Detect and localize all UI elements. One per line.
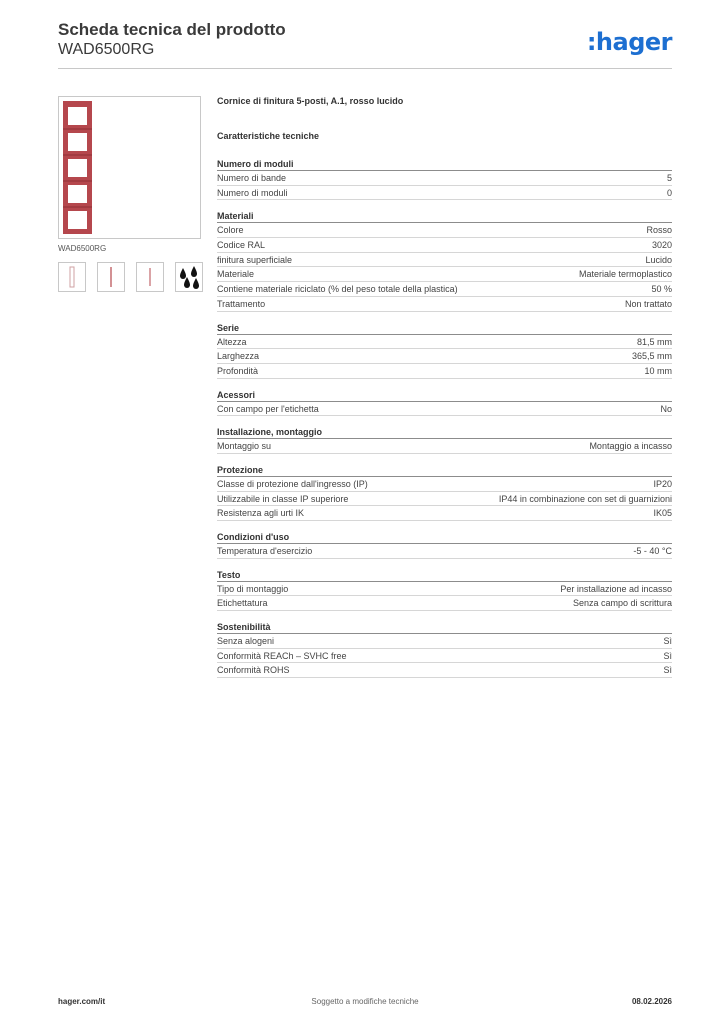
section-gap: [217, 379, 672, 387]
spec-label: Codice RAL: [217, 240, 266, 251]
spec-label: Utilizzabile in classe IP superiore: [217, 493, 349, 504]
spec-value: Per installazione ad incasso: [560, 583, 672, 594]
spec-row: [217, 596, 672, 611]
spec-value: Montaggio a incasso: [589, 441, 672, 452]
spec-section: [217, 424, 672, 454]
spec-row: [217, 253, 672, 268]
spec-label: Con campo per l'etichetta: [217, 403, 319, 414]
spec-label: Profondità: [217, 365, 259, 376]
spec-row: [217, 506, 672, 521]
spec-row: [217, 238, 672, 253]
section-title: Sostenibilità: [217, 619, 672, 634]
section-gap: [217, 521, 672, 529]
thumbnail-profile[interactable]: [97, 262, 125, 292]
spec-value: 365,5 mm: [631, 351, 672, 362]
spec-value: 10 mm: [644, 365, 672, 376]
spec-label: Materiale: [217, 269, 255, 280]
spec-value: 0: [666, 187, 672, 198]
spec-value: Non trattato: [624, 298, 672, 309]
spec-label: Trattamento: [217, 298, 266, 309]
spec-label: Numero di bande: [217, 173, 287, 183]
thumbnail-depth[interactable]: [136, 262, 164, 292]
section-title: Acessori: [217, 387, 672, 402]
spec-label: finitura superficiale: [217, 254, 293, 265]
footer-date: 08.02.2026: [631, 997, 672, 1006]
spec-section: [217, 208, 672, 311]
product-code: WAD6500RG: [58, 41, 155, 58]
spec-row: [217, 477, 672, 492]
spec-row: [217, 223, 672, 238]
spec-row: [217, 267, 672, 282]
spec-label: Tipo di montaggio: [217, 583, 289, 594]
technical-features-title: Caratteristiche tecniche: [217, 131, 320, 141]
spec-label: Etichettatura: [217, 598, 268, 609]
spec-row: [217, 663, 672, 678]
spec-row: [217, 492, 672, 507]
spec-value: Sì: [663, 665, 672, 676]
spec-row: [217, 282, 672, 297]
spec-label: Montaggio su: [217, 441, 272, 452]
frame-side-view-icon: [59, 263, 85, 291]
image-thumbnails: [58, 262, 203, 292]
spec-value: Sì: [663, 636, 672, 647]
frame-profile-icon: [98, 263, 124, 291]
spec-row: [217, 349, 672, 364]
section-gap: [217, 312, 672, 320]
section-title: Testo: [217, 567, 672, 582]
red-frame-icon: [59, 97, 200, 238]
spec-value: 5: [666, 173, 672, 183]
section-gap: [217, 611, 672, 619]
section-gap: [217, 416, 672, 424]
thumbnail-ip-rating[interactable]: [175, 262, 203, 292]
spec-row: [217, 439, 672, 454]
spec-section: [217, 619, 672, 678]
footer-note: Soggetto a modifiche tecniche: [311, 997, 419, 1006]
product-name: Cornice di finitura 5-posti, A.1, rosso lucido: [217, 96, 404, 106]
spec-row: [217, 582, 672, 597]
water-drops-icon: [176, 263, 202, 291]
image-caption: WAD6500RG: [58, 244, 107, 253]
spec-value: Materiale termoplastico: [578, 269, 672, 280]
spec-section: [217, 387, 672, 417]
spec-value: No: [660, 403, 672, 414]
thumbnail-side-view[interactable]: [58, 262, 86, 292]
spec-value: 50 %: [651, 284, 672, 295]
section-title: Condizioni d'uso: [217, 529, 672, 544]
spec-section: [217, 156, 672, 200]
section-title: Numero di moduli: [217, 156, 672, 171]
spec-label: Classe di protezione dall'ingresso (IP): [217, 478, 368, 489]
spec-value: IP20: [653, 478, 672, 489]
section-title: Materiali: [217, 208, 672, 223]
spec-label: Numero di moduli: [217, 187, 288, 198]
spec-row: [217, 634, 672, 649]
frame-depth-icon: [137, 263, 163, 291]
page-header: [58, 20, 672, 59]
spec-label: Temperatura d'esercizio: [217, 546, 313, 556]
spec-value: -5 - 40 °C: [633, 546, 672, 556]
spec-row: [217, 186, 672, 201]
section-title: Serie: [217, 320, 672, 335]
spec-label: Conformità REACh – SVHC free: [217, 650, 347, 661]
section-gap: [217, 200, 672, 208]
section-gap: [217, 454, 672, 462]
spec-row: [217, 335, 672, 350]
spec-row: [217, 544, 672, 559]
section-title: Protezione: [217, 462, 672, 477]
spec-label: Resistenza agli urti IK: [217, 508, 305, 519]
spec-section: [217, 462, 672, 521]
section-gap: [217, 559, 672, 567]
spec-label: Larghezza: [217, 351, 260, 362]
technical-content: [217, 96, 672, 678]
spec-value: Sì: [663, 650, 672, 661]
product-image: [58, 96, 201, 239]
section-title: Installazione, montaggio: [217, 424, 672, 439]
footer-website[interactable]: hager.com/it: [58, 997, 106, 1006]
spec-section: [217, 567, 672, 611]
spec-row: [217, 402, 672, 417]
spec-label: Contiene materiale riciclato (% del peso totale della plastica): [217, 284, 458, 295]
spec-section: [217, 529, 672, 559]
header-divider: [58, 68, 672, 69]
spec-value: IK05: [653, 508, 672, 519]
spec-row: [217, 649, 672, 664]
spec-label: Senza alogeni: [217, 636, 275, 647]
spec-row: [217, 297, 672, 312]
spec-row: [217, 171, 672, 186]
spec-sections: [217, 156, 672, 678]
spec-value: 3020: [651, 240, 672, 251]
spec-label: Colore: [217, 225, 244, 236]
spec-value: 81,5 mm: [636, 336, 672, 347]
spec-value: Rosso: [646, 225, 672, 236]
spec-section: [217, 320, 672, 379]
spec-value: IP44 in combinazione con set di guarnizioni: [498, 493, 672, 504]
hager-logo: :hager: [586, 28, 672, 56]
spec-value: Lucido: [645, 254, 672, 265]
document-title: Scheda tecnica del prodotto: [58, 20, 286, 39]
spec-row: [217, 364, 672, 379]
spec-label: Conformità ROHS: [217, 665, 290, 676]
spec-label: Altezza: [217, 336, 247, 347]
spec-value: Senza campo di scrittura: [572, 598, 672, 609]
